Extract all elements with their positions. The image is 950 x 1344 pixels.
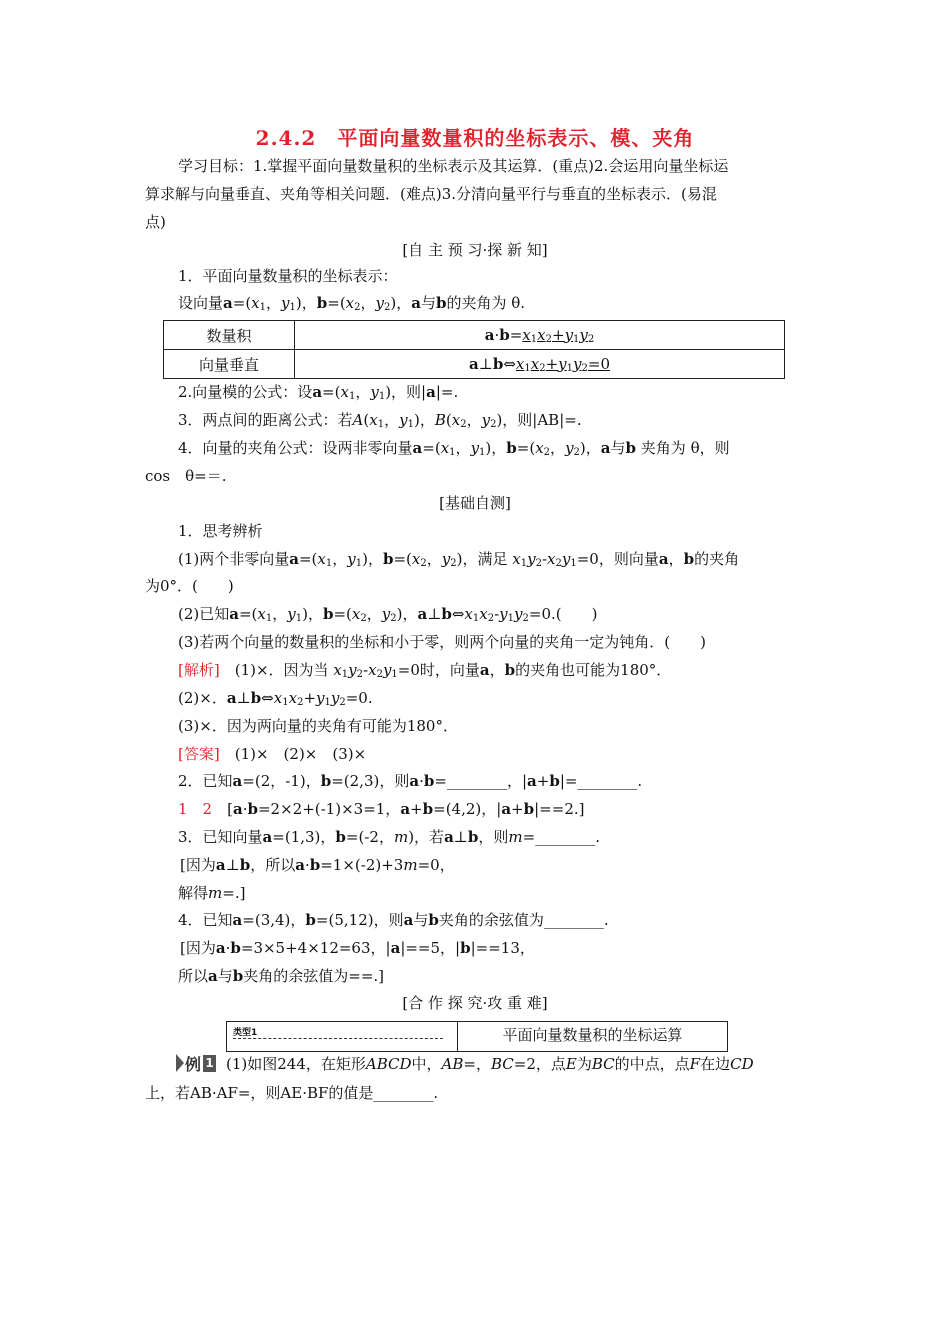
question-2-answer-values: 1 2 — [178, 800, 213, 818]
point-1-setup: 设向量$a=(x_1$，$y_1$)，$b=(x_2$，$y_2$)，a与b的夹角为 θ. — [178, 294, 526, 313]
question-3-solution-2: 解得m=.] — [178, 884, 246, 902]
table-dot-product-formula: $a\cdot b=x_1x_2+y_1y_2$ — [295, 321, 785, 350]
point-4-cos: cos θ=＝. — [145, 467, 227, 485]
type-header-box — [226, 1021, 728, 1052]
example-1-line-1: (1)如图244，在矩形ABCD中，AB=，BC=2，点E为BC的中点，点F在边CD — [226, 1055, 754, 1073]
answer-line — [178, 744, 366, 764]
question-4: 4．已知a=(3,4)，b=(5,12)，则a与b夹角的余弦值为________. — [178, 911, 609, 929]
question-1-1: (1)两个非零向量$a=(x_1$，$y_1$)，$b=(x_2$，$y_2$)，满足 $x_1y_2-x_2y_1=0$，则向量a，b的夹角 — [178, 550, 740, 569]
point-4: 4．向量的夹角公式：设两非零向量$a=(x_1$，$y_1$)，$b=(x_2$，$y_2$)，a与b 夹角为 θ，则 — [178, 439, 730, 458]
objectives-line-1: 学习目标：1.掌握平面向量数量积的坐标表示及其运算．(重点)2.会运用向量坐标运 — [178, 157, 729, 175]
analysis-3: (3)×．因为两向量的夹角有可能为180°． — [178, 717, 458, 735]
example-label: 例 — [185, 1054, 202, 1074]
point-2: 2.向量模的公式：设$a=(x_1$，$y_1$)，则|a|=. — [178, 383, 459, 402]
answer-text: (1)× (2)× (3)× — [234, 745, 367, 763]
example-badge — [176, 1053, 216, 1073]
page-title: 2.4.2 平面向量数量积的坐标表示、模、夹角 — [255, 126, 695, 150]
question-1-3: (3)若两个向量的数量积的坐标和小于零，则两个向量的夹角一定为钝角．( ) — [178, 633, 706, 651]
example-number: 1 — [203, 1055, 216, 1072]
question-1-1-cont: 为0°．( ) — [145, 577, 234, 595]
table-label-perpendicular: 向量垂直 — [164, 350, 295, 379]
example-1-line-2: 上，若AB·AF=，则AE·BF的值是________. — [145, 1084, 439, 1102]
question-4-solution-2: 所以a与b夹角的余弦值为==.] — [178, 967, 385, 985]
section-self-test-heading: [基础自测] — [439, 494, 511, 512]
point-1-title: 1．平面向量数量积的坐标表示： — [178, 267, 398, 285]
question-1-title: 1．思考辨析 — [178, 522, 263, 540]
analysis-2: (2)×．$a\perp b\Leftrightarrow x_1x_2+y_1y_2=0$. — [178, 689, 373, 708]
formula-table — [163, 320, 785, 379]
question-2: 2．已知a=(2，-1)，b=(2,3)，则a·b=________，|a+b|=________. — [178, 772, 643, 790]
section-coop-heading: [合 作 探 究·攻 重 难] — [402, 994, 548, 1012]
table-perpendicular-formula: $a\perp b\Leftrightarrow x_1x_2+y_1y_2=0$ — [295, 350, 785, 379]
section-preview-heading: [自 主 预 习·探 新 知] — [402, 241, 548, 259]
analysis-1: [解析] (1)×．因为当 $x_1y_2-x_2y_1=0$时，向量a，b的夹角也可能为180°． — [178, 661, 672, 680]
analysis-tag: [解析] — [178, 661, 220, 679]
example-arrow-icon — [176, 1054, 184, 1072]
point-3: 3．两点间的距离公式：若$A(x_1$，$y_1$)，$B(x_2$，$y_2$)，则|AB|=. — [178, 411, 582, 430]
question-1-2: (2)已知$a=(x_1$，$y_1$)，$b=(x_2$，$y_2$)，$a\perp b\Leftrightarrow x_1x_2-y_1y_2=0$.( ) — [178, 605, 598, 624]
answer-tag: [答案] — [178, 745, 220, 763]
question-4-solution-1: [因为a·b=3×5+4×12=63，|a|==5，|b|==13， — [180, 939, 535, 957]
question-2-answer: 1 2 [a·b=2×2+(-1)×3=1，a+b=(4,2)，|a+b|==2.] — [178, 800, 585, 818]
type-title: 平面向量数量积的坐标运算 — [502, 1026, 683, 1044]
question-3-solution-1: [因为a⊥b，所以a·b=1×(-2)+3m=0， — [180, 856, 455, 874]
table-label-dot-product: 数量积 — [164, 321, 295, 350]
type-tag: 类型1 — [233, 1025, 443, 1039]
objectives-line-3: 点) — [145, 213, 166, 231]
objectives-line-2: 算求解与向量垂直、夹角等相关问题．(难点)3.分清向量平行与垂直的坐标表示．(易混 — [145, 185, 717, 203]
question-3: 3．已知向量a=(1,3)，b=(-2，m)，若a⊥b，则m=________. — [178, 828, 600, 846]
